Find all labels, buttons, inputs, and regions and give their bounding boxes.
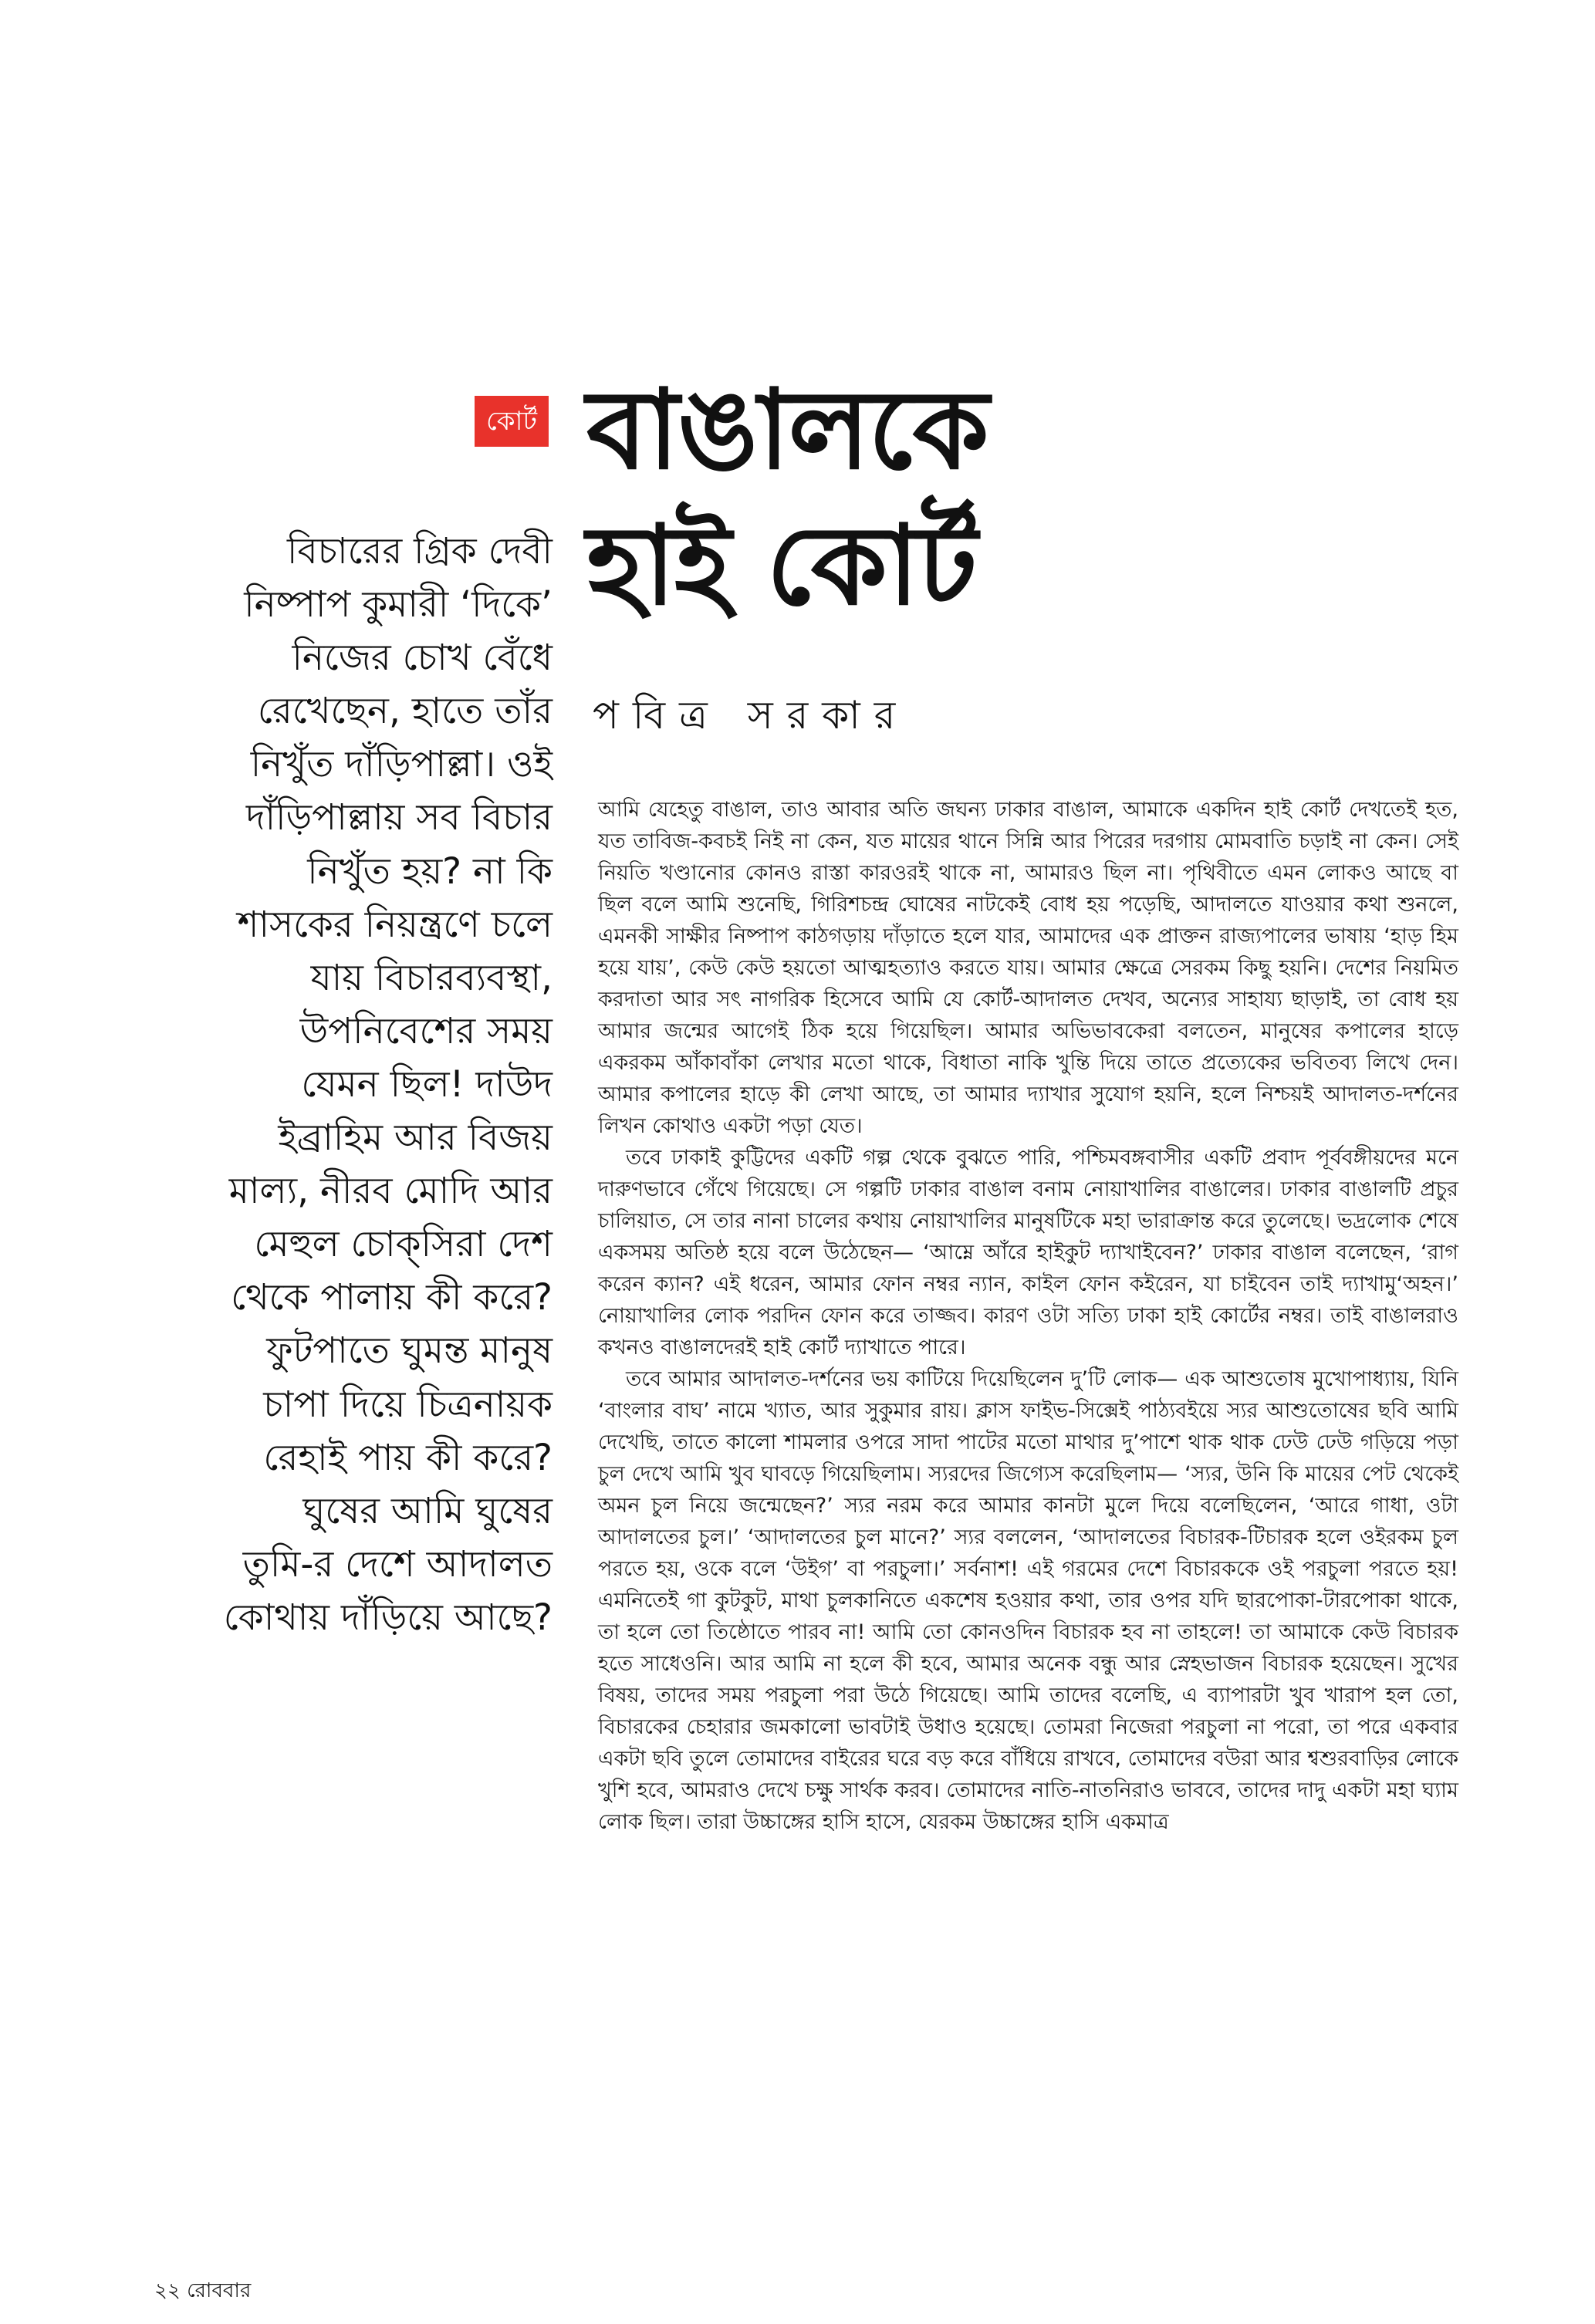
pull-quote-line: তুমি-র দেশে আদালত bbox=[242, 1542, 553, 1586]
article-body bbox=[598, 794, 1458, 1838]
pull-quote-line: যেমন ছিল! দাউদ bbox=[301, 1062, 553, 1106]
pull-quote-line: চাপা দিয়ে চিত্রনায়ক bbox=[263, 1383, 553, 1426]
pull-quote-line: রেহাই পায় কী করে? bbox=[263, 1436, 553, 1479]
headline bbox=[586, 363, 1127, 634]
article-paragraph: তবে আমার আদালত-দর্শনের ভয় কাটিয়ে দিয়েছিলেন দু’টি লোক— এক আশুতোষ মুখোপাধ্যায়, যিনি ‘বাংলার বাঘ’ নামে খ্যাত, আর সুকুমার রায়। ক্লাস ফাইভ-সিক্সেই পাঠ্যবইয়ে স্যর আশুতোষের ছবি আমি দেখেছি, তাতে কালো শামলার ওপরে সাদা পাটের মতো মাথার দু’পাশে থাক থাক ঢেউ ঢেউ গড়িয়ে পড়া চুল দেখে আমি খুব ঘাবড়ে গিয়েছিলাম। স্যরদের জিগ্যেস করেছিলাম— ‘স্যর, উনি কি মায়ের পেট থেকেই অমন চুল নিয়ে জন্মেছেন?’ স্যর নরম করে আমার কানটা মুলে দিয়ে বলেছিলেন, ‘আরে গাধা, ওটা আদালতের চুল।’ ‘আদালতের চুল মানে?’ স্যর বললেন, ‘আদালতের বিচারক-টিচারক হলে ওইরকম চুল পরতে হয়, ওকে বলে ‘উইগ’ বা পরচুলা।’ সর্বনাশ! এই গরমের দেশে বিচারককে ওই পরচুলা পরতে হয়! এমনিতেই গা কুটকুট, মাথা চুলকানিতে একশেষ হওয়ার কথা, তার ওপর যদি ছারপোকা-টারপোকা থাকে, তা হলে তো তিষ্ঠোতে পারব না! আমি তো কোনওদিন বিচারক হব না তাহলে! তা আমাকে কেউ বিচারক হতে সাধেওনি। আর আমি না হলে কী হবে, আমার অনেক বন্ধু আর স্নেহভাজন বিচারক হয়েছেন। সুখের বিষয়, তাদের সময় পরচুলা পরা উঠে গিয়েছে। আমি তাদের বলেছি, এ ব্যাপারটা খুব খারাপ হল তো, বিচারকের চেহারার জমকালো ভাবটাই উধাও হয়েছে। তোমরা নিজেরা পরচুলা না পরো, তা পরে একবার একটা ছবি তুলে তোমাদের বাইরের ঘরে বড় করে বাঁধিয়ে রাখবে, তোমাদের বউরা আর শ্বশুরবাড়ির লোকে খুশি হবে, আমরাও দেখে চক্ষু সার্থক করব। তোমাদের নাতি-নাতনিরাও ভাববে, তাদের দাদু একটা মহা ঘ্যাম লোক ছিল। তারা উচ্চাঙ্গের হাসি হাসে, যেরকম উচ্চাঙ্গের হাসি একমাত্র bbox=[598, 1367, 1458, 1834]
pull-quote-line: নিষ্পাপ কুমারী ‘দিকে’ bbox=[244, 583, 553, 627]
pull-quote-line: মাল্য, নীরব মোদি আর bbox=[228, 1170, 553, 1213]
pull-quote-line: রেখেছেন, হাতে তাঁর bbox=[257, 690, 553, 733]
pull-quote-line: নিজের চোখ বেঁধে bbox=[292, 637, 553, 680]
article-paragraph: আমি যেহেতু বাঙাল, তাও আবার অতি জঘন্য ঢাকার বাঙাল, আমাকে একদিন হাই কোর্ট দেখতেই হত, যত তাবিজ-কবচই নিই না কেন, যত মায়ের থানে সিন্নি আর পিরের দরগায় মোমবাতি চড়াই না কেন। সেই নিয়তি খণ্ডানোর কোনও রাস্তা কারওরই থাকে না, আমারও ছিল না। পৃথিবীতে এমন লোকও আছে বা ছিল বলে আমি শুনেছি, গিরিশচন্দ্র ঘোষের নাটকেই বোধ হয় পড়েছি, আদালতে যাওয়ার কথা শুনলে, এমনকী সাক্ষীর নিষ্পাপ কাঠগড়ায় দাঁড়াতে হলে যার, আমাদের এক প্রাক্তন রাজ্যপালের ভাষায় ‘হাড় হিম হয়ে যায়’, কেউ কেউ হয়তো আত্মহত্যাও করতে যায়। আমার ক্ষেত্রে সেরকম কিছু হয়নি। দেশের নিয়মিত করদাতা আর সৎ নাগরিক হিসেবে আমি যে কোর্ট-আদালত দেখব, অন্যের সাহায্য ছাড়াই, তা বোধ হয় আমার জন্মের আগেই ঠিক হয়ে গিয়েছিল। আমার অভিভাবকেরা বলতেন, মানুষের কপালের হাড়ে একরকম আঁকাবাঁকা লেখার মতো থাকে, বিধাতা নাকি খুন্তি দিয়ে তাতে প্রত্যেকের ভবিতব্য লিখে দেন। আমার কপালের হাড়ে কী লেখা আছে, তা আমার দ্যাখার সুযোগ হয়নি, হলে নিশ্চয়ই আদালত-দর্শনের লিখন কোথাও একটা পড়া যেত। bbox=[598, 798, 1458, 1138]
pull-quote-line: শাসকের নিয়ন্ত্রণে চলে bbox=[237, 903, 553, 946]
pull-quote-line: যায় বিচারব্যবস্থা, bbox=[310, 956, 553, 999]
byline: পবিত্র সরকার bbox=[593, 693, 910, 738]
article-paragraph: তবে ঢাকাই কুট্টিদের একটি গল্প থেকে বুঝতে পারি, পশ্চিমবঙ্গবাসীর একটি প্রবাদ পূর্ববঙ্গীয়দের মনে দারুণভাবে গেঁথে গিয়েছে। সে গল্পটি ঢাকার বাঙাল বনাম নোয়াখালির বাঙালের। ঢাকার বাঙালটি প্রচুর চালিয়াত, সে তার নানা চালের কথায় নোয়াখালির মানুষটিকে মহা ভারাক্রান্ত করে তুলেছে। ভদ্রলোক শেষে একসময় অতিষ্ঠ হয়ে বলে উঠেছেন— ‘আম্নে আঁরে হাইকুট দ্যাখাইবেন?’ ঢাকার বাঙাল বলেছেন, ‘রাগ করেন ক্যান? এই ধরেন, আমার ফোন নম্বর ন্যান, কাইল ফোন কইরেন, যা চাইবেন তাই দ্যাখামু‘অহন।’ নোয়াখালির লোক পরদিন ফোন করে তাজ্জব। কারণ ওটা সত্যি ঢাকা হাই কোর্টের নম্বর। তাই বাঙালরাও কখনও বাঙালদেরই হাই কোর্ট দ্যাখাতে পারে। bbox=[598, 1146, 1458, 1360]
pull-quote-line: মেহুল চোক্‌সিরা দেশ bbox=[254, 1223, 553, 1266]
pull-quote-line: কোথায় দাঁড়িয়ে আছে? bbox=[223, 1596, 553, 1639]
pull-quote-line: উপনিবেশের সময় bbox=[299, 1009, 553, 1052]
pull-quote-line: ঘুষের আমি ঘুষের bbox=[302, 1489, 553, 1532]
pull-quote-line: ইব্রাহিম আর বিজয় bbox=[278, 1116, 553, 1160]
pull-quote-line: নিখুঁত হয়? না কি bbox=[307, 850, 553, 893]
pull-quote-line: ফুটপাতে ঘুমন্ত মানুষ bbox=[266, 1329, 553, 1373]
pull-quote-line: দাঁড়িপাল্লায় সব বিচার bbox=[245, 796, 553, 839]
headline-line-1: বাঙালকে bbox=[586, 367, 988, 494]
pull-quote-line: থেকে পালায় কী করে? bbox=[231, 1276, 553, 1319]
page-folio: ২২ রোববার bbox=[154, 2279, 252, 2302]
section-badge: কোর্ট bbox=[475, 396, 549, 447]
pull-quote bbox=[154, 525, 553, 1644]
headline-line-2: হাই কোর্ট bbox=[586, 502, 976, 630]
pull-quote-line: নিখুঁত দাঁড়িপাল্লা। ওই bbox=[250, 743, 553, 786]
pull-quote-line: বিচারের গ্রিক দেবী bbox=[287, 530, 553, 573]
